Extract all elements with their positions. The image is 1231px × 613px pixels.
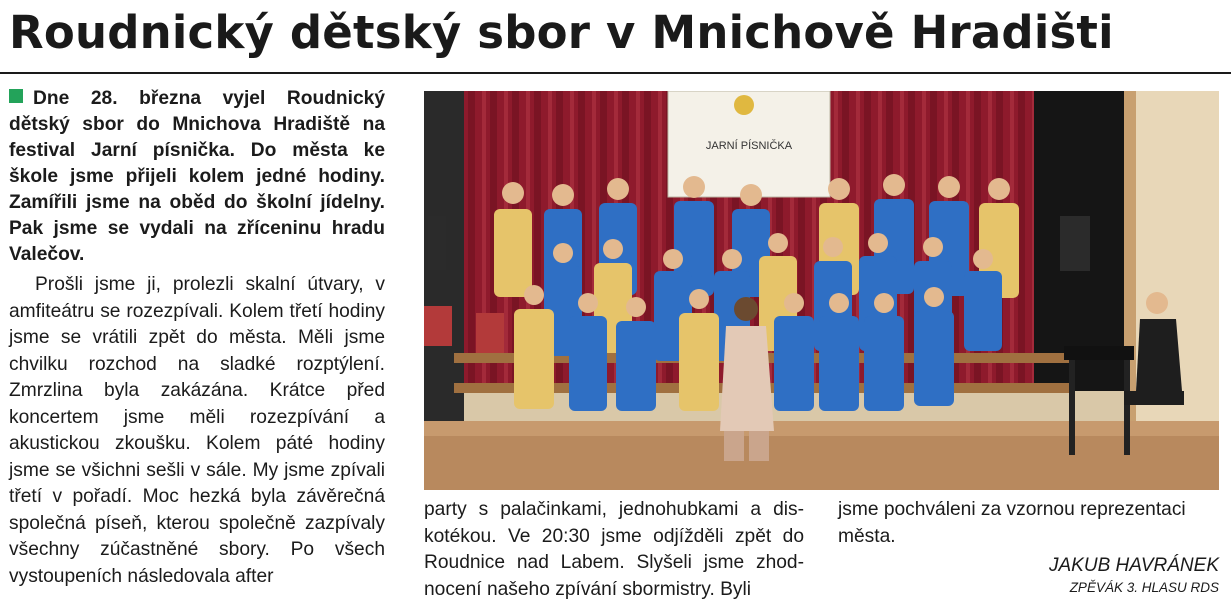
body-text-col3: jsme pochváleni za vzornou reprezentaci města.	[838, 499, 1186, 547]
choir-photo-svg	[424, 91, 1219, 490]
left-column	[9, 86, 385, 590]
choir-photo	[424, 91, 1219, 490]
article-title: Roudnický dětský sbor v Mnichově Hradišti	[9, 6, 1114, 59]
body-text-col2: party s palačinkami, jednohubkami a diskotékou. Ve 20:30 jsme odjížděli zpět do Roudnice nad Labem. Slyšeli jsme zhodnocení našeho zpívání sbormistry. Byli	[424, 499, 804, 600]
title-rule	[0, 72, 1231, 74]
body-text-col1: Prošli jsme ji, prolezli skalní útvary, v amfiteátru se rozezpívali. Kolem třetí hodiny jsme se vrátili zpět do města. Měli jsme chvilku rozchod na sladké rozptýlení. Zmrzlina byla zakázána. Krátce před koncertem jsme měli rozezpívání a akustickou zkoušku. Kolem páté hodiny jsme se všichni sešli v sále. My jsme zpívali třetí v pořadí. Moc hezká byla závěrečná společná píseň, kterou společně zazpívaly všechny zúčastněné sbory. Po všech vystoupeních následovala after	[9, 274, 385, 587]
author-role: ZPĚVÁK 3. HLASU RDS	[1069, 580, 1219, 595]
author-name: JAKUB HAVRÁNEK	[1049, 555, 1219, 576]
banner-text: JARNÍ PÍSNIČKA	[705, 140, 793, 152]
green-square-icon	[9, 89, 23, 103]
lead-text: Dne 28. března vyjel Roudnický dětský sbor do Mnichova Hradiště na festival Jarní písnička. Do města ke škole jsme přijeli kolem jedné hodiny. Zamířili jsme na oběd do školní jídelny. Pak jsme se vydali na zříceninu hradu Valečov.	[9, 88, 385, 265]
article-lead	[9, 86, 385, 268]
